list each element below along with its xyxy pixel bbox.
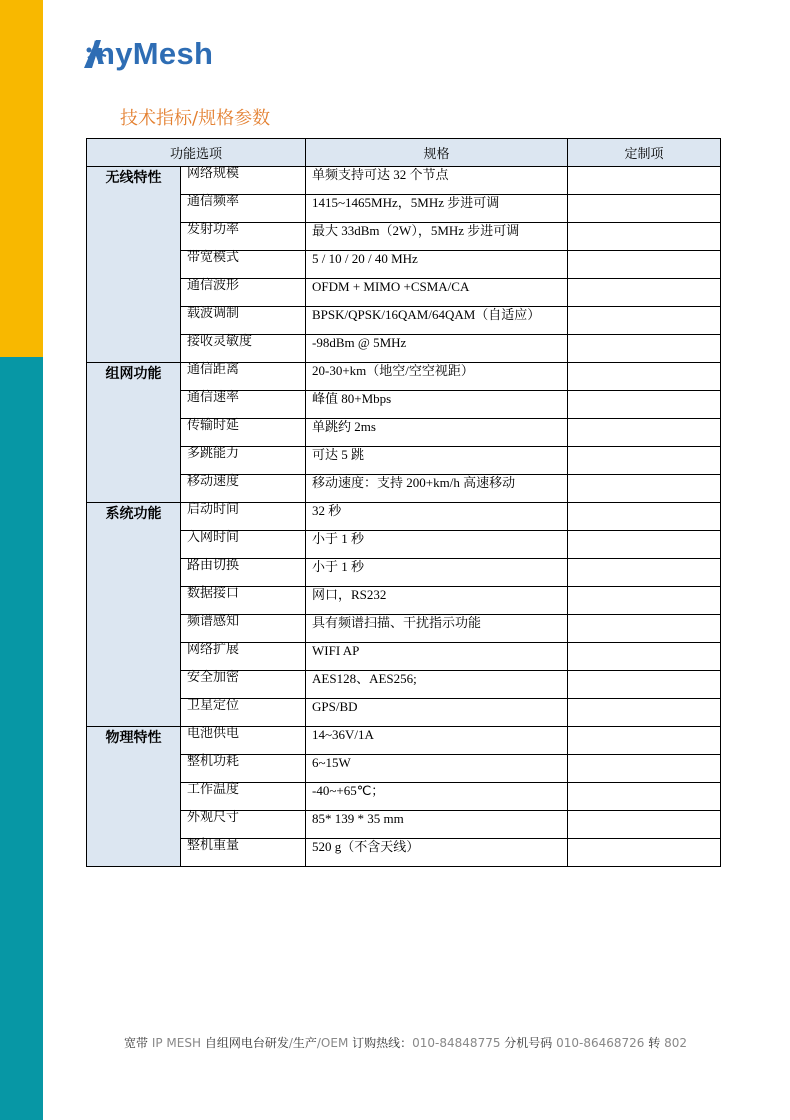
category-cell: 物理特性 bbox=[87, 727, 181, 867]
table-row bbox=[87, 699, 721, 727]
feature-cell: 通信频率 bbox=[181, 195, 306, 223]
feature-cell: 通信距离 bbox=[181, 363, 306, 391]
accent-bar-teal bbox=[0, 357, 43, 1120]
feature-cell: 网络规模 bbox=[181, 167, 306, 195]
custom-cell bbox=[568, 251, 721, 279]
custom-cell bbox=[568, 699, 721, 727]
spec-table bbox=[86, 138, 721, 867]
table-row bbox=[87, 279, 721, 307]
table-row bbox=[87, 363, 721, 391]
table-row bbox=[87, 783, 721, 811]
custom-cell bbox=[568, 671, 721, 699]
footer-text: / bbox=[288, 1036, 293, 1050]
custom-cell bbox=[568, 503, 721, 531]
custom-cell bbox=[568, 811, 721, 839]
footer-text: 转 bbox=[648, 1036, 665, 1050]
custom-cell bbox=[568, 335, 721, 363]
feature-cell: 工作温度 bbox=[181, 783, 306, 811]
custom-cell bbox=[568, 307, 721, 335]
header-custom: 定制项 bbox=[568, 139, 721, 167]
header-spec: 规格 bbox=[306, 139, 568, 167]
table-row bbox=[87, 727, 721, 755]
footer-text: IP MESH bbox=[151, 1036, 205, 1050]
custom-cell bbox=[568, 587, 721, 615]
table-header-row bbox=[87, 139, 721, 167]
feature-cell: 接收灵敏度 bbox=[181, 335, 306, 363]
footer-contact bbox=[124, 1034, 687, 1051]
footer-text: 宽带 bbox=[124, 1036, 152, 1050]
header-feature: 功能选项 bbox=[87, 139, 306, 167]
table-row bbox=[87, 307, 721, 335]
custom-cell bbox=[568, 783, 721, 811]
feature-cell: 入网时间 bbox=[181, 531, 306, 559]
logo-wordmark: nyMesh bbox=[96, 36, 214, 71]
feature-cell: 通信速率 bbox=[181, 391, 306, 419]
feature-cell: 整机重量 bbox=[181, 839, 306, 867]
spec-value-cell: 单跳约 2ms bbox=[306, 419, 568, 447]
spec-value-cell: 网口，RS232 bbox=[306, 587, 568, 615]
table-row bbox=[87, 503, 721, 531]
spec-value-cell: 可达 5 跳 bbox=[306, 447, 568, 475]
category-cell: 系统功能 bbox=[87, 503, 181, 727]
table-row bbox=[87, 531, 721, 559]
footer-text: /OEM bbox=[316, 1036, 353, 1050]
feature-cell: 网络扩展 bbox=[181, 643, 306, 671]
spec-value-cell: -98dBm @ 5MHz bbox=[306, 335, 568, 363]
table-row bbox=[87, 167, 721, 195]
custom-cell bbox=[568, 447, 721, 475]
spec-value-cell: 20-30+km（地空/空空视距） bbox=[306, 363, 568, 391]
feature-cell: 发射功率 bbox=[181, 223, 306, 251]
section-title: 技术指标/规格参数 bbox=[120, 108, 271, 129]
feature-cell: 载波调制 bbox=[181, 307, 306, 335]
table-row bbox=[87, 195, 721, 223]
table-row bbox=[87, 615, 721, 643]
spec-value-cell: 85* 139 * 35 mm bbox=[306, 811, 568, 839]
table-row bbox=[87, 475, 721, 503]
table-row bbox=[87, 251, 721, 279]
table-row bbox=[87, 811, 721, 839]
feature-cell: 移动速度 bbox=[181, 475, 306, 503]
table-row bbox=[87, 419, 721, 447]
footer-text: 订购热线： bbox=[352, 1036, 413, 1050]
spec-value-cell: 单频支持可达 32 个节点 bbox=[306, 167, 568, 195]
custom-cell bbox=[568, 727, 721, 755]
feature-cell: 路由切换 bbox=[181, 559, 306, 587]
feature-cell: 频谱感知 bbox=[181, 615, 306, 643]
spec-value-cell: 6~15W bbox=[306, 755, 568, 783]
table-row bbox=[87, 391, 721, 419]
custom-cell bbox=[568, 559, 721, 587]
spec-value-cell: OFDM + MIMO +CSMA/CA bbox=[306, 279, 568, 307]
spec-value-cell: 最大 33dBm（2W），5MHz 步进可调 bbox=[306, 223, 568, 251]
custom-cell bbox=[568, 615, 721, 643]
spec-value-cell: GPS/BD bbox=[306, 699, 568, 727]
table-row bbox=[87, 335, 721, 363]
spec-value-cell: 520 g（不含天线） bbox=[306, 839, 568, 867]
accent-bar-yellow bbox=[0, 0, 43, 357]
spec-value-cell: 1415~1465MHz，5MHz 步进可调 bbox=[306, 195, 568, 223]
feature-cell: 安全加密 bbox=[181, 671, 306, 699]
footer-phone: 010-84848775 bbox=[412, 1036, 505, 1050]
table-row bbox=[87, 839, 721, 867]
spec-value-cell: 32 秒 bbox=[306, 503, 568, 531]
custom-cell bbox=[568, 475, 721, 503]
table-row bbox=[87, 559, 721, 587]
custom-cell bbox=[568, 195, 721, 223]
custom-cell bbox=[568, 167, 721, 195]
feature-cell: 通信波形 bbox=[181, 279, 306, 307]
feature-cell: 外观尺寸 bbox=[181, 811, 306, 839]
table-row bbox=[87, 671, 721, 699]
spec-value-cell: 14~36V/1A bbox=[306, 727, 568, 755]
custom-cell bbox=[568, 643, 721, 671]
custom-cell bbox=[568, 419, 721, 447]
spec-value-cell: AES128、AES256; bbox=[306, 671, 568, 699]
feature-cell: 卫星定位 bbox=[181, 699, 306, 727]
footer-phone-ext: 010-86468726 bbox=[556, 1036, 649, 1050]
custom-cell bbox=[568, 223, 721, 251]
feature-cell: 数据接口 bbox=[181, 587, 306, 615]
feature-cell: 多跳能力 bbox=[181, 447, 306, 475]
category-cell: 无线特性 bbox=[87, 167, 181, 363]
feature-cell: 传输时延 bbox=[181, 419, 306, 447]
feature-cell: 启动时间 bbox=[181, 503, 306, 531]
feature-cell: 整机功耗 bbox=[181, 755, 306, 783]
footer-text: 分机号码 bbox=[504, 1036, 557, 1050]
footer-text: 生产 bbox=[292, 1036, 317, 1050]
spec-value-cell: 移动速度：支持 200+km/h 高速移动 bbox=[306, 475, 568, 503]
table-row bbox=[87, 447, 721, 475]
custom-cell bbox=[568, 391, 721, 419]
category-cell: 组网功能 bbox=[87, 363, 181, 503]
spec-value-cell: 峰值 80+Mbps bbox=[306, 391, 568, 419]
custom-cell bbox=[568, 279, 721, 307]
custom-cell bbox=[568, 363, 721, 391]
feature-cell: 电池供电 bbox=[181, 727, 306, 755]
spec-value-cell: 具有频谱扫描、干扰指示功能 bbox=[306, 615, 568, 643]
footer-text: 自组网电台研发 bbox=[204, 1036, 289, 1050]
spec-value-cell: 小于 1 秒 bbox=[306, 559, 568, 587]
custom-cell bbox=[568, 839, 721, 867]
spec-value-cell: 小于 1 秒 bbox=[306, 531, 568, 559]
spec-value-cell: -40~+65℃； bbox=[306, 783, 568, 811]
table-row bbox=[87, 223, 721, 251]
footer-ext-number: 802 bbox=[664, 1036, 687, 1050]
spec-value-cell: WIFI AP bbox=[306, 643, 568, 671]
spec-value-cell: BPSK/QPSK/16QAM/64QAM（自适应） bbox=[306, 307, 568, 335]
custom-cell bbox=[568, 755, 721, 783]
feature-cell: 带宽模式 bbox=[181, 251, 306, 279]
table-row bbox=[87, 755, 721, 783]
spec-value-cell: 5 / 10 / 20 / 40 MHz bbox=[306, 251, 568, 279]
table-row bbox=[87, 643, 721, 671]
custom-cell bbox=[568, 531, 721, 559]
table-row bbox=[87, 587, 721, 615]
